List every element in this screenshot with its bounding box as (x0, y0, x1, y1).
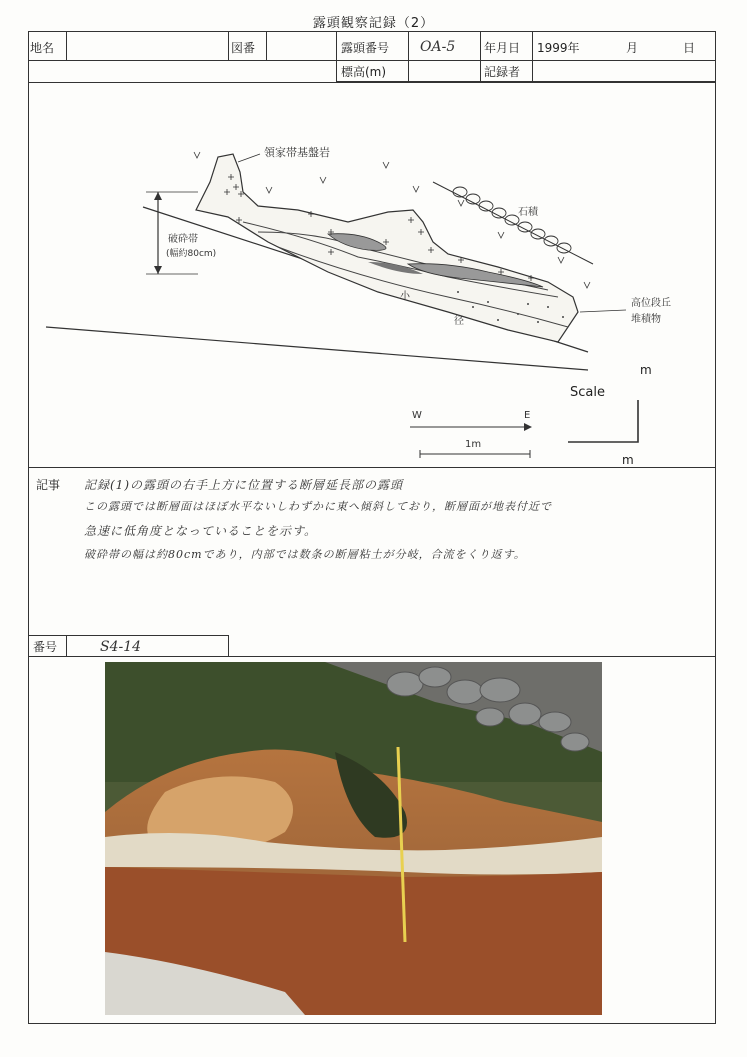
west-label: W (412, 410, 422, 421)
col-2 (228, 31, 229, 61)
width-arrow-top (154, 192, 162, 200)
memo-top-line (28, 467, 716, 468)
number-box-top (28, 635, 228, 636)
ground-line (46, 327, 588, 370)
scale-label: Scale (570, 385, 605, 400)
date-day: 日 (683, 40, 696, 55)
scale-axes (568, 400, 638, 442)
memo-line-2: この露頭では断層面はほぼ水平ないしわずかに東へ傾斜しており，断層面が地表付近で (84, 500, 552, 513)
col-7 (532, 31, 533, 82)
fracture-width-label: (幅約80cm) (166, 249, 217, 259)
recorder-label: 記録者 (484, 65, 521, 79)
east-label: E (524, 410, 531, 421)
width-arrow-bottom (154, 266, 162, 274)
one-meter-label: 1m (465, 439, 482, 450)
header-divider-1 (28, 60, 716, 61)
outcrop-sketch (28, 82, 716, 467)
terrace-label-2: 堆積物 (631, 314, 661, 325)
col-1 (66, 31, 67, 61)
granite-leader (238, 154, 260, 162)
terrace-leader (580, 310, 626, 312)
memo-line-1: 記録(1)の露頭の右手上方に位置する断層延長部の露頭 (84, 478, 404, 492)
fracture-label: 破砕帯 (168, 234, 198, 245)
boulder-base (433, 182, 593, 264)
date-label: 年月日 (484, 40, 521, 55)
place-label: 地名 (30, 40, 55, 55)
number-box-div (66, 635, 67, 656)
col-4 (336, 31, 337, 82)
elevation-label: 標高(m) (341, 65, 387, 79)
page-title: 露頭観察記録（2） (312, 16, 435, 31)
path-label-1: 小 (400, 291, 410, 302)
map-label: 図番 (231, 40, 256, 55)
boulder-label: 石積 (518, 207, 538, 218)
col-6 (480, 31, 481, 82)
photo-number-value: S4-14 (100, 638, 142, 655)
col-5 (408, 31, 409, 82)
unit-m-top: m (640, 363, 652, 377)
path-label-2: 径 (454, 316, 464, 327)
photo-number-label: 番号 (33, 640, 58, 654)
memo-line-3: 急速に低角度となっていることを示す。 (84, 524, 318, 538)
memo-label: 記事 (36, 477, 61, 492)
date-month: 月 (626, 40, 639, 55)
col-3 (266, 31, 267, 61)
granite-label: 領家帯基盤岩 (264, 146, 330, 159)
outcrop-number-label: 露頭番号 (341, 40, 390, 55)
outcrop-photo (105, 662, 602, 1015)
outcrop-number-value: OA-5 (420, 39, 456, 55)
number-box-right (228, 635, 229, 656)
unit-m-bottom: m (622, 453, 634, 467)
photo-top-line (28, 656, 716, 657)
date-year: 1999年 (537, 40, 580, 55)
memo-line-4: 破砕帯の幅は約80cmであり，内部では数条の断層粘土が分岐，合流をくり返す。 (84, 548, 526, 561)
terrace-label-1: 高位段丘 (631, 298, 671, 309)
